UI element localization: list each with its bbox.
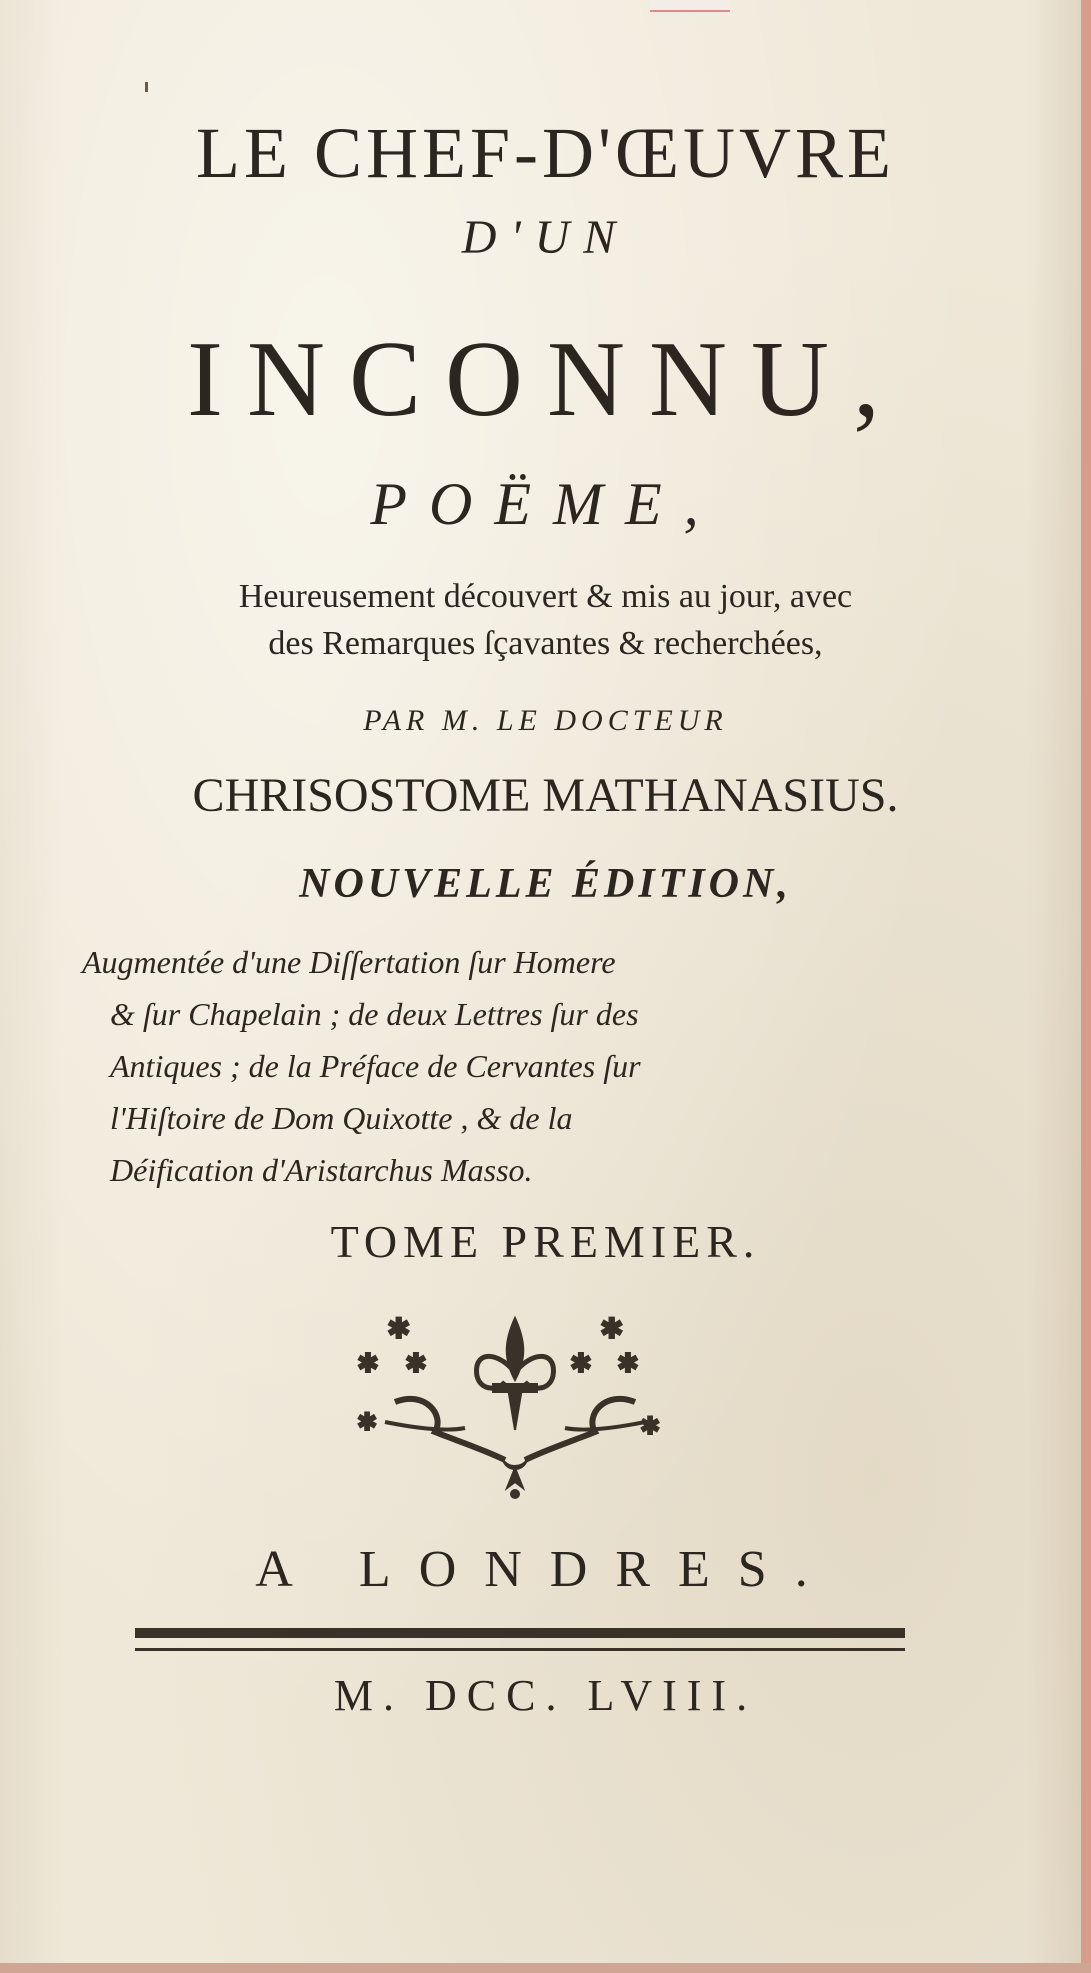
svg-text:✱: ✱ (640, 1412, 661, 1440)
augmentation-line-3: Antiques ; de la Préface de Cervantes ſur (110, 1048, 641, 1084)
svg-text:✱: ✱ (570, 1349, 592, 1379)
thick-rule (135, 1628, 905, 1638)
svg-text:✱: ✱ (357, 1349, 379, 1379)
imprint-date: M. DCC. LVIII. (333, 1671, 758, 1720)
fleur-de-lis-ornament-icon (355, 1310, 675, 1500)
author-name: CHRISOSTOME MATHANASIUS. (192, 769, 899, 822)
title-line-2: D'UN (461, 211, 630, 264)
imprint-place: A LONDRES. (255, 1541, 836, 1598)
ink-speck (145, 82, 148, 92)
author-prefix: PAR M. LE DOCTEUR (363, 704, 728, 737)
thin-rule (135, 1648, 905, 1651)
volume-label: TOME PREMIER. (330, 1216, 761, 1267)
augmentation-line-2: & ſur Chapelain ; de deux Lettres ſur des (110, 996, 639, 1032)
page-edge-right (1081, 0, 1091, 1973)
subtitle-line-2: des Remarques ſçavantes & recherchées, (268, 625, 823, 662)
subtitle-line-1: Heureusement découvert & mis au jour, avec (238, 578, 853, 615)
torn-paper-edge (650, 0, 730, 12)
svg-text:✱: ✱ (387, 1312, 411, 1345)
title-line-3: INCONNU, (187, 320, 904, 439)
svg-text:✱: ✱ (617, 1349, 639, 1379)
page-edge-bottom (0, 1963, 1091, 1973)
title-line-4: POËME, (370, 471, 721, 537)
augmentation-line-5: Déification d'Aristarchus Masso. (110, 1152, 533, 1188)
svg-text:✱: ✱ (357, 1408, 378, 1436)
augmentation-line-1: Augmentée d'une Diſſertation ſur Homere (82, 944, 616, 980)
svg-text:✱: ✱ (600, 1312, 624, 1345)
edition-heading: NOUVELLE ÉDITION, (299, 861, 792, 907)
svg-text:✱: ✱ (405, 1349, 427, 1379)
augmentation-line-4: l'Hiſtoire de Dom Quixotte , & de la (110, 1100, 573, 1136)
title-line-1: LE CHEF-D'ŒUVRE (196, 113, 895, 193)
